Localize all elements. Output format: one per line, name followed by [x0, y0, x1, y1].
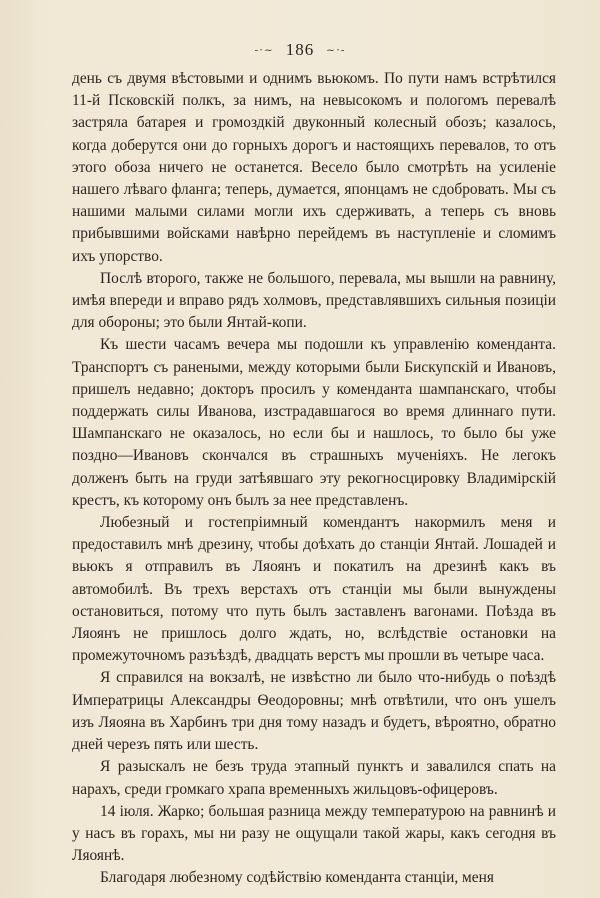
paragraph: Любезный и гостепріимный комендантъ накормилъ меня и предоставилъ мнѣ дрезину, чтобы доѣхать до станціи Янтай. Лошадей и вьюкъ я отправилъ въ Ляоянъ и покатилъ на дрезинѣ какъ въ автомобилѣ. Въ трехъ верстахъ отъ станціи мы были вынуждены остановиться, потому что путь былъ заставленъ вагонами. Поѣзда въ Ляоянъ не пришлось долго ждать, но, вслѣдствіе остановки на промежуточномъ разъѣздѣ, двадцать верстъ мы прошли въ четыре часа. [72, 514, 556, 665]
paragraph: Благодаря любезному содѣйствію коменданта станціи, меня [100, 869, 494, 887]
body-text [72, 68, 556, 890]
paragraph: 14 іюля. Жарко; большая разница между температурою на равнинѣ и у насъ въ горахъ, мы ни разу не ощущали такой жары, какъ сегодня въ Ляоянѣ. [72, 802, 556, 865]
paragraph: Послѣ второго, также не большого, перевала, мы вышли на равнину, имѣя впереди и вправо рядъ холмовъ, представлявшихъ сильныя позиціи для обороны; это были Янтай-копи. [72, 269, 556, 332]
paragraph: день съ двумя вѣстовыми и однимъ вьюкомъ. По пути намъ встрѣтился 11-й Псковскій полкъ, за нимъ, на невысокомъ и пологомъ перевалѣ застряла батарея и громоздкій двуконный колесный обозъ; казалось, когда доберутся они до горныхъ дорогъ и настоящихъ перевалов, то отъ этого обоза ничего не останется. Весело было смотрѣть на усиленіе нашего лѣваго фланга; теперь, думается, японцамъ не сдобровать. Мы съ нашими малыми силами могли ихъ сдерживать, а теперь съ вновь прибывшими войсками навѣрно перейдемъ въ наступленіе и сломимъ ихъ упорство. [72, 70, 556, 265]
page-header [0, 40, 600, 60]
paragraph: Къ шести часамъ вечера мы подошли къ управленію коменданта. Транспортъ съ ранеными, между которыми были Бискупскій и Ивановъ, пришелъ недавно; докторъ просилъ у коменданта шампанскаго, чтобы поддержать силы Иванова, изстрадавшагося во время длиннаго пути. Шампанскаго не оказалось, но если бы и нашлось, то было бы уже поздно—Ивановъ скончался въ страшныхъ мученіяхъ. Не легокъ долженъ быть на груди затѣявшаго эту рекогносцировку Владимірскій крестъ, къ которому онъ былъ за нее представленъ. [72, 336, 556, 509]
ornament-right: ~·- [326, 43, 346, 57]
paragraph: Я справился на вокзалѣ, не извѣстно ли было что-нибудь о поѣздѣ Императрицы Александры Ѳеодоровны; мнѣ отвѣтили, что онъ ушелъ изъ Ляояна въ Харбинъ три дня тому назадъ и будетъ, вѣроятно, обратно дней черезъ пять или шесть. [72, 669, 556, 754]
paragraph: Я разыскалъ не безъ труда этапный пунктъ и завалился спать на нарахъ, среди громкаго храпа временныхъ жильцовъ-офицеровъ. [72, 758, 556, 798]
page-number: 186 [285, 40, 315, 59]
ornament-left: -·~ [254, 43, 274, 57]
